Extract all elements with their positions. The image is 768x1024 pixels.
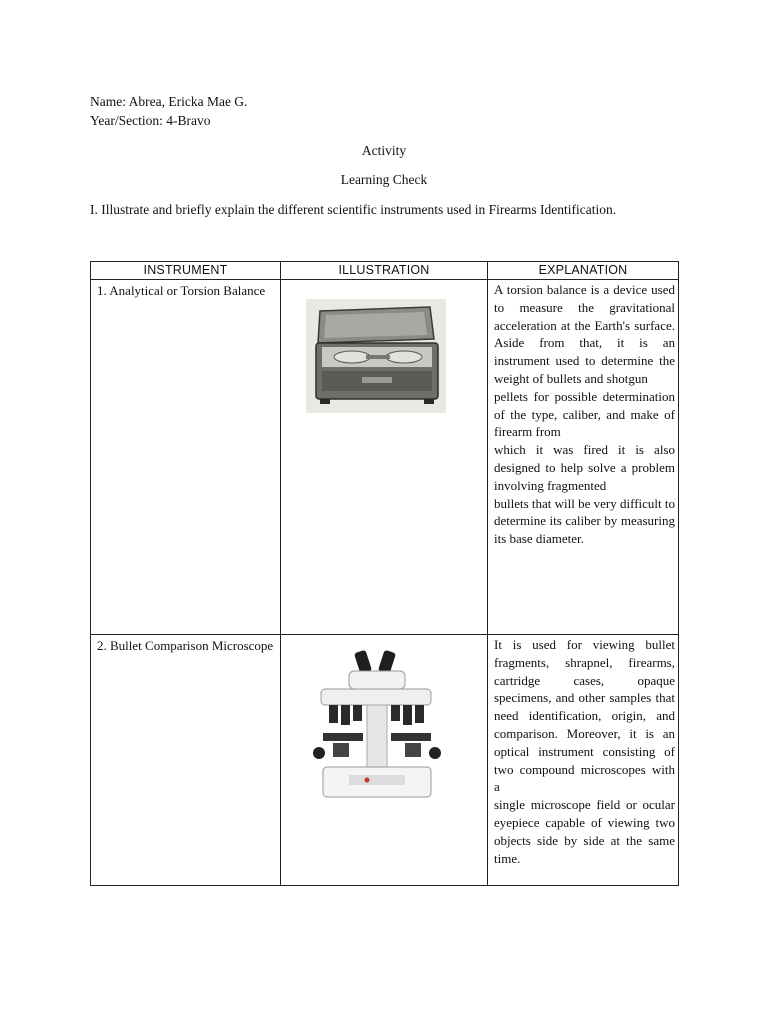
explanation-cell [488, 635, 679, 886]
header-explanation: EXPLANATION [488, 262, 679, 280]
explanation-paragraph: pellets for possible determination of the type, caliber, and make of firearm from [494, 388, 675, 440]
illustration-cell [281, 280, 488, 635]
document-subtitle: Learning Check [340, 172, 428, 187]
instrument-cell: 2. Bullet Comparison Microscope [91, 635, 281, 886]
explanation-paragraph: which it was fired it is also designed to help solve a problem involving fragmented [494, 442, 675, 493]
header-illustration: ILLUSTRATION [281, 262, 488, 280]
document-title: Activity [361, 143, 407, 158]
explanation-cell [488, 280, 679, 635]
instrument-cell: 1. Analytical or Torsion Balance [91, 280, 281, 635]
explanation-paragraph: single microscope field or ocular eyepiece capable of viewing two objects side by side at the same time. [494, 797, 675, 866]
comparison-microscope-icon [301, 645, 451, 805]
instruments-table [90, 261, 679, 886]
explanation-paragraph: bullets that will be very difficult to determine its caliber by measuring its base diameter. [494, 495, 676, 547]
illustration-cell [281, 635, 488, 886]
header-instrument: INSTRUMENT [91, 262, 281, 280]
student-name: Name: Abrea, Ericka Mae G. [90, 94, 248, 109]
explanation-paragraph: A torsion balance is a device used to measure the gravitational acceleration at the Earth's surface. Aside from that, it is an instrument used to determine the weight of bullets and shotgun [494, 282, 675, 386]
table-row [91, 635, 679, 886]
explanation-paragraph: It is used for viewing bullet fragments, shrapnel, firearms, cartridge cases, opaque specimens, and other samples that need identification, origin, and comparison. Moreover, it is an optical instrument consisting of two compound microscopes with a [494, 637, 675, 795]
table-row [91, 280, 679, 635]
torsion-balance-icon [306, 299, 446, 413]
instruction-text: I. Illustrate and briefly explain the different scientific instruments used in Firearms Identification. [90, 202, 617, 217]
year-section: Year/Section: 4-Bravo [90, 113, 211, 128]
table-header-row [91, 262, 679, 280]
